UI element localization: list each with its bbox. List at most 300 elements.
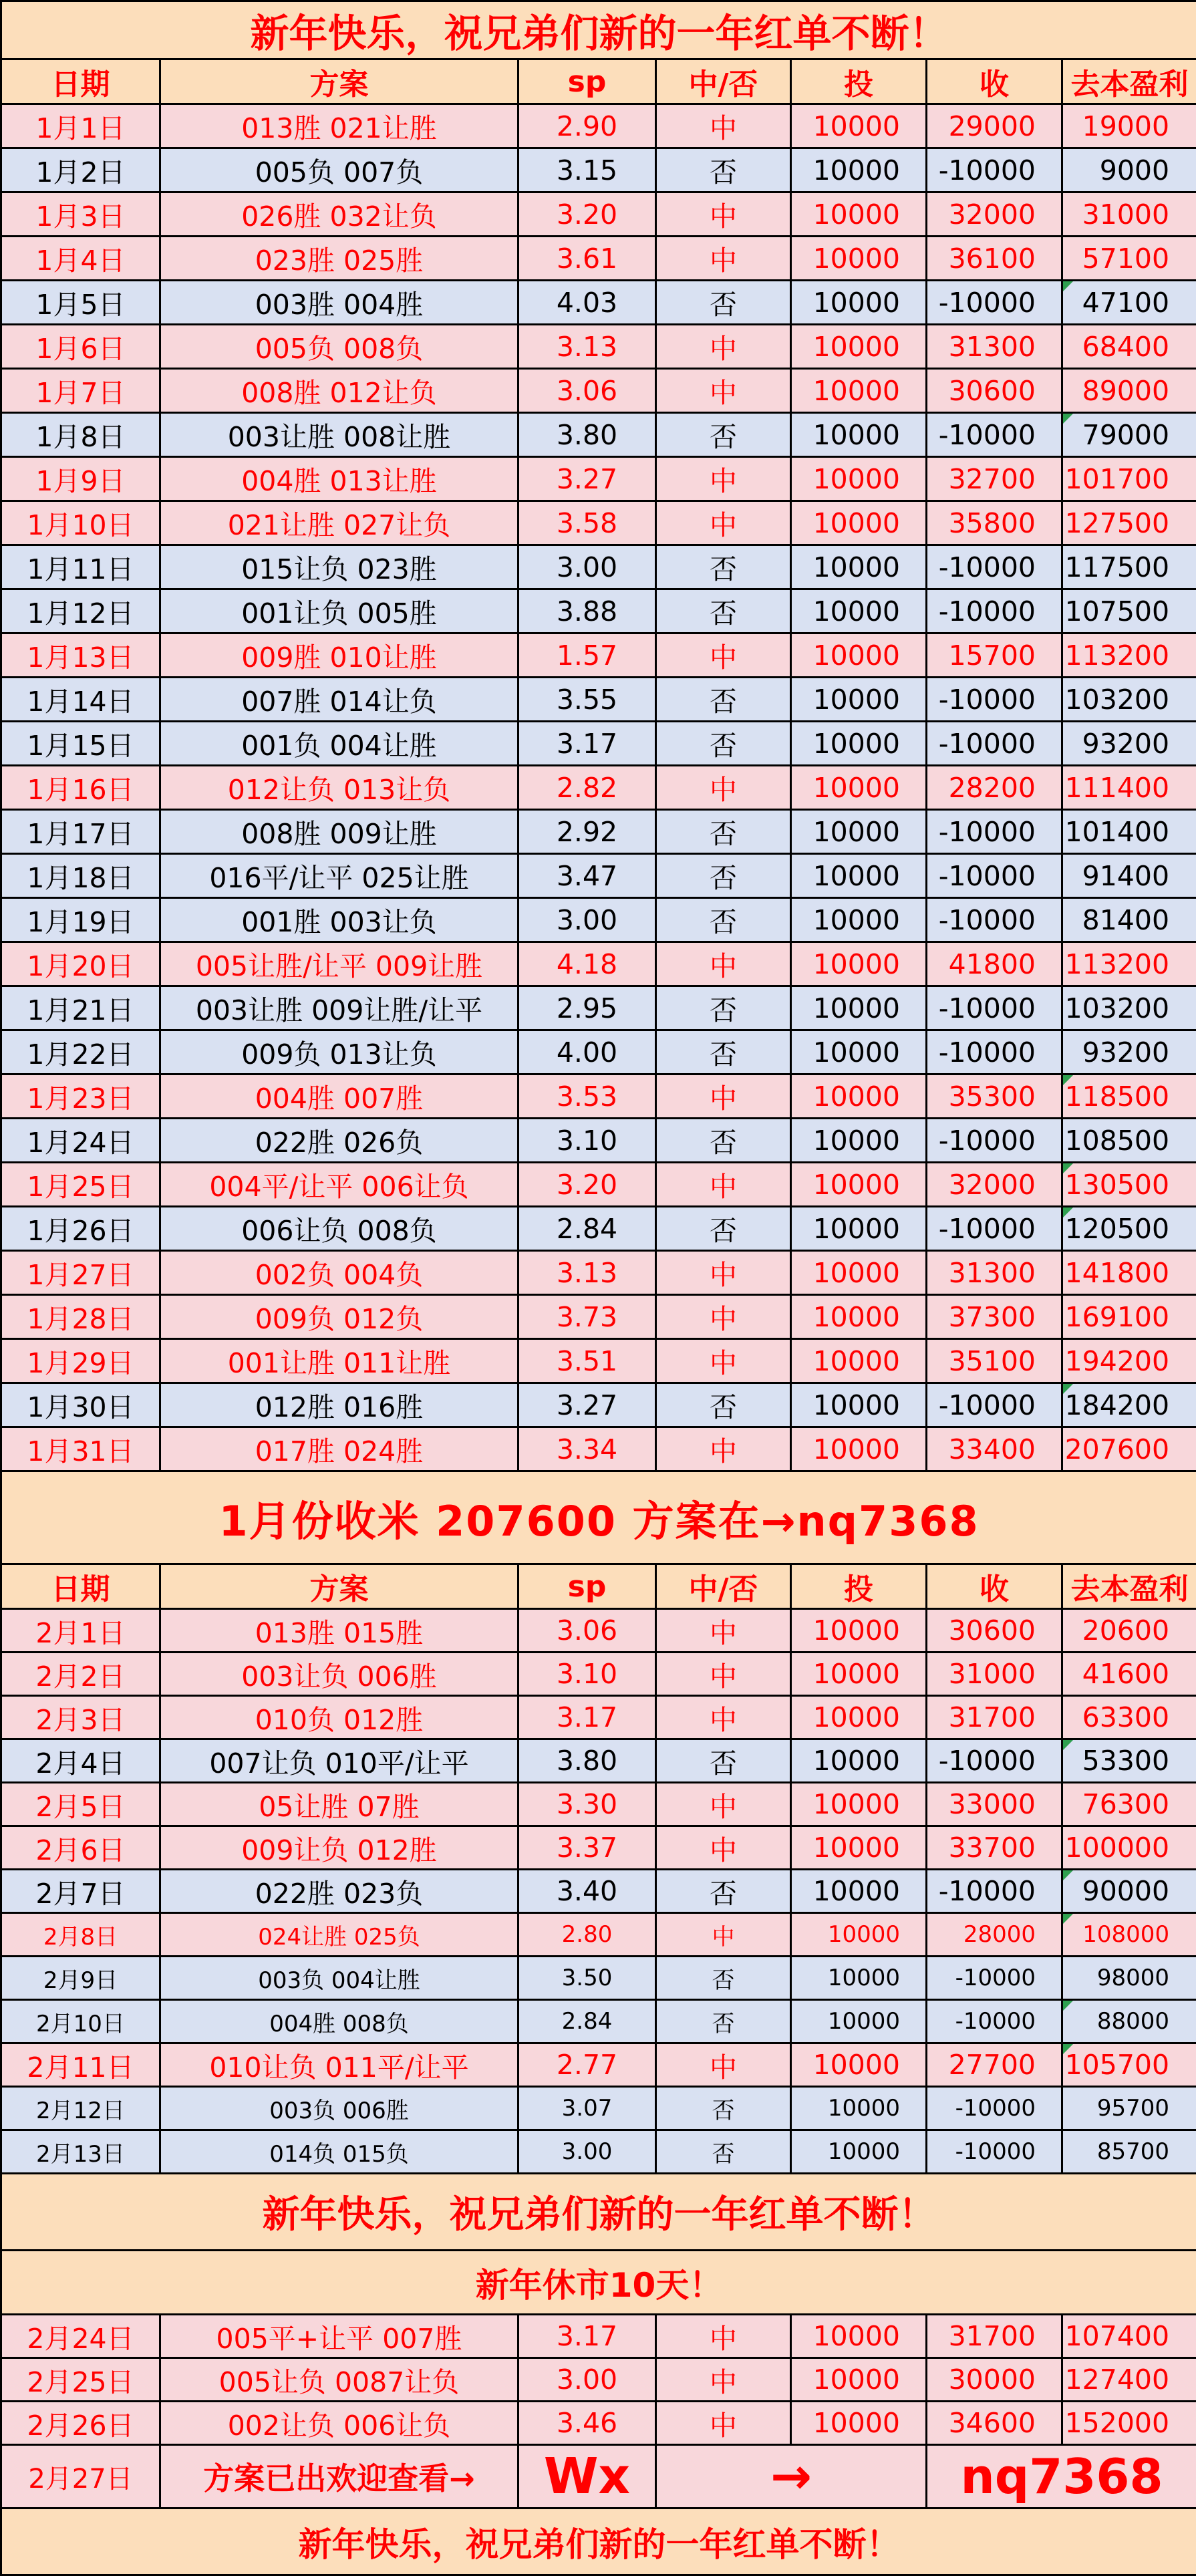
return-cell: -10000	[927, 1030, 1062, 1075]
table-row	[1, 2315, 1196, 2358]
column-header-sp: sp	[518, 59, 656, 104]
date-cell: 1月23日	[1, 1075, 160, 1119]
table-row	[1, 2402, 1196, 2445]
plan-cell: 017胜 024胜	[160, 1427, 518, 1471]
sp-cell: 2.77	[518, 2043, 656, 2087]
date-cell: 1月8日	[1, 413, 160, 457]
plan-cell: 003胜 004胜	[160, 281, 518, 325]
stake-cell: 10000	[791, 1295, 927, 1339]
date-cell: 1月21日	[1, 986, 160, 1030]
stake-cell: 10000	[791, 148, 927, 192]
sp-cell: 3.80	[518, 1739, 656, 1783]
stake-cell: 10000	[791, 942, 927, 986]
plan-cell: 002让负 006让负	[160, 2402, 518, 2445]
profit-cell: 113200	[1062, 633, 1196, 678]
table-row	[1, 1783, 1196, 1826]
sp-cell: 3.10	[518, 1119, 656, 1163]
plan-cell: 009让负 012胜	[160, 1826, 518, 1870]
result-cell: 中	[656, 1427, 791, 1471]
profit-cell: 103200	[1062, 986, 1196, 1030]
return-cell: -10000	[927, 1207, 1062, 1251]
table-row	[1, 1251, 1196, 1295]
plan-cell: 004胜 008负	[160, 2000, 518, 2043]
plan-cell: 009负 012负	[160, 1295, 518, 1339]
date-cell: 2月1日	[1, 1609, 160, 1653]
plan-cell: 003负 006胜	[160, 2087, 518, 2130]
error-indicator-triangle	[1063, 1075, 1073, 1085]
profit-cell: 120500	[1062, 1207, 1196, 1251]
date-cell: 2月5日	[1, 1783, 160, 1826]
plan-cell: 013胜 015胜	[160, 1609, 518, 1653]
profit-cell: 194200	[1062, 1339, 1196, 1383]
column-header-return: 收	[927, 59, 1062, 104]
return-cell: 27700	[927, 2043, 1062, 2087]
table-row	[1, 1696, 1196, 1739]
stake-cell: 10000	[791, 2315, 927, 2358]
return-cell: 31300	[927, 325, 1062, 369]
result-cell: 否	[656, 854, 791, 898]
plan-cell: 001让胜 011让胜	[160, 1339, 518, 1383]
promo-row	[1, 2445, 1196, 2509]
stake-cell: 10000	[791, 1783, 927, 1826]
plan-cell: 010负 012胜	[160, 1696, 518, 1739]
profit-cell: 127500	[1062, 501, 1196, 545]
profit-cell: 98000	[1062, 1957, 1196, 2000]
profit-cell: 9000	[1062, 148, 1196, 192]
plan-cell: 005负 007负	[160, 148, 518, 192]
stake-cell: 10000	[791, 1739, 927, 1783]
result-cell: 中	[656, 2358, 791, 2402]
date-cell: 1月31日	[1, 1427, 160, 1471]
result-cell: 中	[656, 369, 791, 413]
table-row	[1, 854, 1196, 898]
table-row	[1, 1383, 1196, 1427]
january-summary-row	[1, 1471, 1196, 1564]
date-cell: 1月12日	[1, 589, 160, 633]
profit-cell: 85700	[1062, 2130, 1196, 2174]
table-row	[1, 1826, 1196, 1870]
result-cell: 中	[656, 192, 791, 237]
date-cell: 2月25日	[1, 2358, 160, 2402]
result-cell: 否	[656, 1870, 791, 1913]
plan-cell: 007胜 014让负	[160, 678, 518, 722]
date-cell: 1月27日	[1, 1251, 160, 1295]
date-cell: 2月9日	[1, 1957, 160, 2000]
stake-cell: 10000	[791, 1870, 927, 1913]
result-cell: 否	[656, 898, 791, 942]
profit-cell: 118500	[1062, 1075, 1196, 1119]
result-cell: 中	[656, 237, 791, 281]
date-cell: 1月26日	[1, 1207, 160, 1251]
plan-cell: 012胜 016胜	[160, 1383, 518, 1427]
table-row	[1, 501, 1196, 545]
table-row	[1, 1913, 1196, 1957]
holiday-banner-2-row	[1, 2251, 1196, 2315]
february-header-row	[1, 1564, 1196, 1609]
plan-cell: 022胜 023负	[160, 1870, 518, 1913]
return-cell: -10000	[927, 2087, 1062, 2130]
sp-cell: 3.73	[518, 1295, 656, 1339]
result-cell: 中	[656, 1251, 791, 1295]
return-cell: 36100	[927, 237, 1062, 281]
result-cell: 中	[656, 104, 791, 148]
sp-cell: 3.20	[518, 192, 656, 237]
return-cell: -10000	[927, 722, 1062, 766]
plan-cell: 001让负 005胜	[160, 589, 518, 633]
profit-cell: 81400	[1062, 898, 1196, 942]
profit-cell: 169100	[1062, 1295, 1196, 1339]
profit-cell: 47100	[1062, 281, 1196, 325]
promo-wx-cell: Wx	[518, 2445, 656, 2509]
return-cell: 41800	[927, 942, 1062, 986]
return-cell: 33700	[927, 1826, 1062, 1870]
table-row	[1, 1653, 1196, 1696]
stake-cell: 10000	[791, 501, 927, 545]
stake-cell: 10000	[791, 325, 927, 369]
date-cell: 1月2日	[1, 148, 160, 192]
plan-cell: 003让胜 009让胜/让平	[160, 986, 518, 1030]
sp-cell: 2.84	[518, 1207, 656, 1251]
plan-cell: 022胜 026负	[160, 1119, 518, 1163]
profit-cell: 127400	[1062, 2358, 1196, 2402]
result-cell: 否	[656, 1383, 791, 1427]
plan-cell: 005让负 0087让负	[160, 2358, 518, 2402]
plan-cell: 001胜 003让负	[160, 898, 518, 942]
table-row	[1, 1119, 1196, 1163]
return-cell: -10000	[927, 898, 1062, 942]
profit-cell: 105700	[1062, 2043, 1196, 2087]
stake-cell: 10000	[791, 2402, 927, 2445]
stake-cell: 10000	[791, 369, 927, 413]
table-row	[1, 1030, 1196, 1075]
profit-cell: 111400	[1062, 766, 1196, 810]
return-cell: -10000	[927, 545, 1062, 589]
return-cell: -10000	[927, 1957, 1062, 2000]
result-cell: 否	[656, 1207, 791, 1251]
table-row	[1, 413, 1196, 457]
date-cell: 1月9日	[1, 457, 160, 501]
return-cell: 33400	[927, 1427, 1062, 1471]
result-cell: 中	[656, 1696, 791, 1739]
stake-cell: 10000	[791, 1383, 927, 1427]
return-cell: -10000	[927, 810, 1062, 854]
stake-cell: 10000	[791, 237, 927, 281]
sp-cell: 2.92	[518, 810, 656, 854]
return-cell: 30600	[927, 1609, 1062, 1653]
table-row	[1, 810, 1196, 854]
profit-cell: 101400	[1062, 810, 1196, 854]
result-cell: 中	[656, 633, 791, 678]
result-cell: 否	[656, 1957, 791, 2000]
error-indicator-triangle	[1063, 414, 1073, 424]
column-header-date: 日期	[1, 1564, 160, 1609]
holiday-banner-1-row	[1, 2174, 1196, 2251]
table-row	[1, 457, 1196, 501]
promo-code-cell: nq7368	[927, 2445, 1196, 2509]
sp-cell: 3.17	[518, 722, 656, 766]
plan-cell: 005平+让平 007胜	[160, 2315, 518, 2358]
sp-cell: 3.50	[518, 1957, 656, 2000]
sp-cell: 3.00	[518, 2130, 656, 2174]
date-cell: 1月3日	[1, 192, 160, 237]
stake-cell: 10000	[791, 1251, 927, 1295]
stake-cell: 10000	[791, 722, 927, 766]
column-header-stake: 投	[791, 1564, 927, 1609]
sp-cell: 4.00	[518, 1030, 656, 1075]
result-cell: 中	[656, 942, 791, 986]
sp-cell: 3.20	[518, 1163, 656, 1207]
stake-cell: 10000	[791, 633, 927, 678]
return-cell: 31300	[927, 1251, 1062, 1295]
date-cell: 2月8日	[1, 1913, 160, 1957]
result-cell: 中	[656, 1339, 791, 1383]
profit-cell: 93200	[1062, 1030, 1196, 1075]
right-arrow-icon: →	[656, 2445, 927, 2509]
result-cell: 中	[656, 2402, 791, 2445]
plan-cell: 003负 004让胜	[160, 1957, 518, 2000]
table-row	[1, 1870, 1196, 1913]
result-cell: 否	[656, 589, 791, 633]
stake-cell: 10000	[791, 457, 927, 501]
date-cell: 1月28日	[1, 1295, 160, 1339]
table-row	[1, 678, 1196, 722]
date-cell: 2月6日	[1, 1826, 160, 1870]
table-row	[1, 545, 1196, 589]
plan-cell: 016平/让平 025让胜	[160, 854, 518, 898]
date-cell: 1月25日	[1, 1163, 160, 1207]
table-row	[1, 325, 1196, 369]
return-cell: 32700	[927, 457, 1062, 501]
table-row	[1, 2358, 1196, 2402]
return-cell: 31700	[927, 1696, 1062, 1739]
stake-cell: 10000	[791, 678, 927, 722]
sp-cell: 2.95	[518, 986, 656, 1030]
return-cell: 31000	[927, 1653, 1062, 1696]
footer-banner-row	[1, 2509, 1196, 2575]
stake-cell: 10000	[791, 854, 927, 898]
profit-cell: 113200	[1062, 942, 1196, 986]
column-header-plan: 方案	[160, 59, 518, 104]
sp-cell: 3.13	[518, 325, 656, 369]
error-indicator-triangle	[1063, 2044, 1073, 2054]
sp-cell: 3.00	[518, 545, 656, 589]
stake-cell: 10000	[791, 1339, 927, 1383]
promo-date-cell: 2月27日	[1, 2445, 160, 2509]
stake-cell: 10000	[791, 1075, 927, 1119]
return-cell: 29000	[927, 104, 1062, 148]
return-cell: 30000	[927, 2358, 1062, 2402]
stake-cell: 10000	[791, 1207, 927, 1251]
stake-cell: 10000	[791, 1696, 927, 1739]
sp-cell: 3.17	[518, 2315, 656, 2358]
profit-cell: 88000	[1062, 2000, 1196, 2043]
return-cell: -10000	[927, 589, 1062, 633]
plan-cell: 010让负 011平/让平	[160, 2043, 518, 2087]
stake-cell: 10000	[791, 2043, 927, 2087]
column-header-profit: 去本盈利	[1062, 59, 1196, 104]
error-indicator-triangle	[1063, 1914, 1073, 1924]
result-cell: 否	[656, 1119, 791, 1163]
january-rows	[1, 104, 1196, 1471]
holiday-banner-1-text: 新年快乐，祝兄弟们新的一年红单不断！	[1, 2174, 1196, 2251]
stake-cell: 10000	[791, 2087, 927, 2130]
error-indicator-triangle	[1063, 1870, 1073, 1880]
error-indicator-triangle	[1063, 1740, 1073, 1750]
profit-cell: 152000	[1062, 2402, 1196, 2445]
result-cell: 否	[656, 2087, 791, 2130]
table-row	[1, 2043, 1196, 2087]
error-indicator-triangle	[1063, 1207, 1073, 1218]
table-row	[1, 1609, 1196, 1653]
stake-cell: 10000	[791, 810, 927, 854]
result-cell: 否	[656, 1030, 791, 1075]
profit-cell: 117500	[1062, 545, 1196, 589]
return-cell: -10000	[927, 854, 1062, 898]
table-row	[1, 1957, 1196, 2000]
sp-cell: 3.27	[518, 457, 656, 501]
result-cell: 否	[656, 1739, 791, 1783]
profit-cell: 63300	[1062, 1696, 1196, 1739]
plan-cell: 023胜 025胜	[160, 237, 518, 281]
plan-cell: 004胜 013让胜	[160, 457, 518, 501]
plan-cell: 001负 004让胜	[160, 722, 518, 766]
date-cell: 2月13日	[1, 2130, 160, 2174]
date-cell: 1月4日	[1, 237, 160, 281]
table-row	[1, 369, 1196, 413]
sp-cell: 3.47	[518, 854, 656, 898]
plan-cell: 015让负 023胜	[160, 545, 518, 589]
table-row	[1, 633, 1196, 678]
sp-cell: 3.53	[518, 1075, 656, 1119]
result-cell: 否	[656, 281, 791, 325]
result-cell: 中	[656, 1163, 791, 1207]
column-header-result: 中/否	[656, 59, 791, 104]
stake-cell: 10000	[791, 986, 927, 1030]
table-row	[1, 1739, 1196, 1783]
return-cell: 32000	[927, 1163, 1062, 1207]
plan-cell: 013胜 021让胜	[160, 104, 518, 148]
stake-cell: 10000	[791, 2000, 927, 2043]
date-cell: 1月30日	[1, 1383, 160, 1427]
plan-cell: 008胜 009让胜	[160, 810, 518, 854]
column-header-stake: 投	[791, 59, 927, 104]
sp-cell: 3.46	[518, 2402, 656, 2445]
table-row	[1, 2087, 1196, 2130]
return-cell: -10000	[927, 281, 1062, 325]
result-cell: 中	[656, 1783, 791, 1826]
stake-cell: 10000	[791, 192, 927, 237]
profit-cell: 207600	[1062, 1427, 1196, 1471]
table-row	[1, 1163, 1196, 1207]
date-cell: 1月19日	[1, 898, 160, 942]
return-cell: 28000	[927, 1913, 1062, 1957]
result-cell: 否	[656, 545, 791, 589]
stake-cell: 10000	[791, 766, 927, 810]
table-row	[1, 104, 1196, 148]
profit-cell: 41600	[1062, 1653, 1196, 1696]
return-cell: -10000	[927, 1383, 1062, 1427]
profit-cell: 91400	[1062, 854, 1196, 898]
return-cell: -10000	[927, 1739, 1062, 1783]
sp-cell: 3.58	[518, 501, 656, 545]
date-cell: 1月1日	[1, 104, 160, 148]
table-row	[1, 1295, 1196, 1339]
stake-cell: 10000	[791, 1163, 927, 1207]
result-cell: 否	[656, 2130, 791, 2174]
sp-cell: 3.13	[518, 1251, 656, 1295]
date-cell: 2月2日	[1, 1653, 160, 1696]
profit-cell: 108000	[1062, 1913, 1196, 1957]
sp-cell: 3.15	[518, 148, 656, 192]
profit-cell: 100000	[1062, 1826, 1196, 1870]
profit-cell: 101700	[1062, 457, 1196, 501]
sp-cell: 3.61	[518, 237, 656, 281]
return-cell: -10000	[927, 148, 1062, 192]
holiday-banner-2-text: 新年休市10天！	[1, 2251, 1196, 2315]
table-row	[1, 237, 1196, 281]
date-cell: 1月17日	[1, 810, 160, 854]
error-indicator-triangle	[1063, 1384, 1073, 1394]
result-cell: 否	[656, 2000, 791, 2043]
return-cell: 15700	[927, 633, 1062, 678]
return-cell: -10000	[927, 678, 1062, 722]
plan-cell: 004平/让平 006让负	[160, 1163, 518, 1207]
result-cell: 中	[656, 2315, 791, 2358]
result-cell: 中	[656, 1653, 791, 1696]
result-cell: 否	[656, 986, 791, 1030]
date-cell: 1月11日	[1, 545, 160, 589]
sp-cell: 3.37	[518, 1826, 656, 1870]
table-row	[1, 281, 1196, 325]
column-header-sp: sp	[518, 1564, 656, 1609]
sp-cell: 3.27	[518, 1383, 656, 1427]
plan-cell: 021让胜 027让负	[160, 501, 518, 545]
sp-cell: 3.17	[518, 1696, 656, 1739]
title-banner-text: 新年快乐，祝兄弟们新的一年红单不断！	[1, 1, 1196, 59]
result-cell: 否	[656, 810, 791, 854]
plan-cell: 024让胜 025负	[160, 1913, 518, 1957]
result-cell: 中	[656, 1913, 791, 1957]
return-cell: 32000	[927, 192, 1062, 237]
january-header-row	[1, 59, 1196, 104]
plan-cell: 009负 013让负	[160, 1030, 518, 1075]
january-summary-text: 1月份收米 207600 方案在→nq7368	[1, 1471, 1196, 1564]
sp-cell: 3.88	[518, 589, 656, 633]
sp-cell: 3.80	[518, 413, 656, 457]
date-cell: 1月22日	[1, 1030, 160, 1075]
return-cell: -10000	[927, 2130, 1062, 2174]
sp-cell: 3.00	[518, 2358, 656, 2402]
stake-cell: 10000	[791, 1653, 927, 1696]
profit-cell: 20600	[1062, 1609, 1196, 1653]
table-row	[1, 986, 1196, 1030]
sp-cell: 3.10	[518, 1653, 656, 1696]
profit-cell: 68400	[1062, 325, 1196, 369]
sp-cell: 4.03	[518, 281, 656, 325]
table-row	[1, 1207, 1196, 1251]
sp-cell: 3.06	[518, 369, 656, 413]
sp-cell: 2.84	[518, 2000, 656, 2043]
error-indicator-triangle	[1063, 2001, 1073, 2011]
profit-cell: 107500	[1062, 589, 1196, 633]
date-cell: 1月6日	[1, 325, 160, 369]
profit-cell: 90000	[1062, 1870, 1196, 1913]
stake-cell: 10000	[791, 1427, 927, 1471]
late-february-rows	[1, 2315, 1196, 2445]
result-cell: 否	[656, 148, 791, 192]
sp-cell: 3.07	[518, 2087, 656, 2130]
profit-cell: 95700	[1062, 2087, 1196, 2130]
